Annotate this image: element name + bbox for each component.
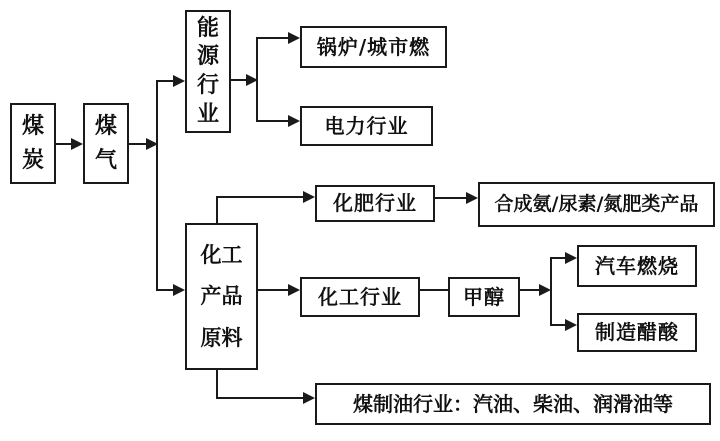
connector-junction2-boiler	[256, 37, 290, 39]
node-energy-line4: 业	[196, 102, 219, 128]
node-chemical-raw-material	[185, 223, 258, 370]
node-acetic-acid-label: 制造醋酸	[595, 320, 679, 344]
node-boiler-city-fuel	[300, 26, 447, 68]
connector-chem-raw-up	[216, 197, 218, 223]
arrowhead-junction3-auto-fuel	[565, 252, 577, 264]
node-coal	[10, 103, 56, 184]
connector-chem-industry-methanol	[420, 289, 448, 291]
connector-chem-raw-chem-industry	[258, 289, 290, 291]
node-coal-gas-line2: 气	[94, 147, 117, 173]
connector-coal-gas	[56, 143, 72, 145]
node-chemical-raw-line1: 化工	[200, 242, 243, 267]
arrowhead-chem-raw-fertilizer	[303, 191, 315, 203]
node-power-industry	[300, 106, 433, 146]
node-chemical-industry	[300, 277, 420, 317]
node-fertilizer-industry	[315, 185, 435, 222]
connector-junction2-vertical	[256, 37, 258, 122]
connector-methanol-junction3	[520, 289, 541, 291]
connector-junction3-vertical	[550, 258, 552, 325]
node-auto-fuel	[577, 245, 697, 287]
node-chemical-raw-line3: 原料	[200, 326, 243, 351]
node-chemical-industry-label: 化工行业	[318, 284, 402, 309]
node-power-industry-label: 电力行业	[324, 113, 409, 138]
node-boiler-city-fuel-label: 锅炉/城市燃	[316, 34, 431, 59]
node-ammonia-urea-products	[478, 182, 715, 227]
node-coal-gas	[83, 103, 129, 184]
arrowhead-fertilizer-ammonia	[466, 192, 478, 204]
node-ammonia-urea-products-label: 合成氨/尿素/氮肥类产品	[494, 192, 699, 215]
arrowhead-junction1-energy	[173, 75, 185, 87]
connector-gas-junction	[129, 143, 147, 145]
node-chemical-raw-line2: 产品	[200, 284, 243, 309]
arrowhead-junction3-acetic	[565, 319, 577, 331]
node-acetic-acid	[577, 313, 697, 352]
arrowhead-junction2-power	[288, 115, 300, 127]
node-coal-line2: 炭	[21, 147, 44, 173]
node-energy-line1: 能	[196, 15, 219, 41]
connector-fertilizer-ammonia	[435, 197, 468, 199]
node-coal-to-oil-industry-label: 煤制油行业：汽油、柴油、润滑油等	[353, 391, 673, 416]
node-coal-gas-line1: 煤	[94, 113, 117, 139]
connector-chem-raw-fertilizer	[216, 196, 305, 198]
node-energy-industry	[185, 10, 231, 133]
arrowhead-chem-raw-chem-industry	[288, 284, 300, 296]
node-energy-line2: 源	[196, 44, 219, 70]
connector-chem-raw-coal-oil	[216, 397, 305, 399]
connector-junction1-vertical	[156, 81, 158, 291]
arrowhead-chem-raw-coal-oil	[303, 392, 315, 404]
node-coal-to-oil-industry	[315, 383, 711, 425]
node-auto-fuel-label: 汽车燃烧	[595, 253, 679, 278]
connector-junction2-power	[256, 120, 290, 122]
node-energy-line3: 行	[196, 73, 219, 99]
connector-chem-raw-down	[216, 370, 218, 398]
arrowhead-junction2-boiler	[288, 32, 300, 44]
arrowhead-coal-gas	[71, 138, 83, 150]
node-methanol	[448, 277, 520, 317]
node-methanol-label: 甲醇	[463, 284, 505, 309]
node-fertilizer-industry-label: 化肥行业	[333, 191, 417, 215]
node-coal-line1: 煤	[21, 113, 44, 139]
arrowhead-junction1-chem-raw	[173, 284, 185, 296]
